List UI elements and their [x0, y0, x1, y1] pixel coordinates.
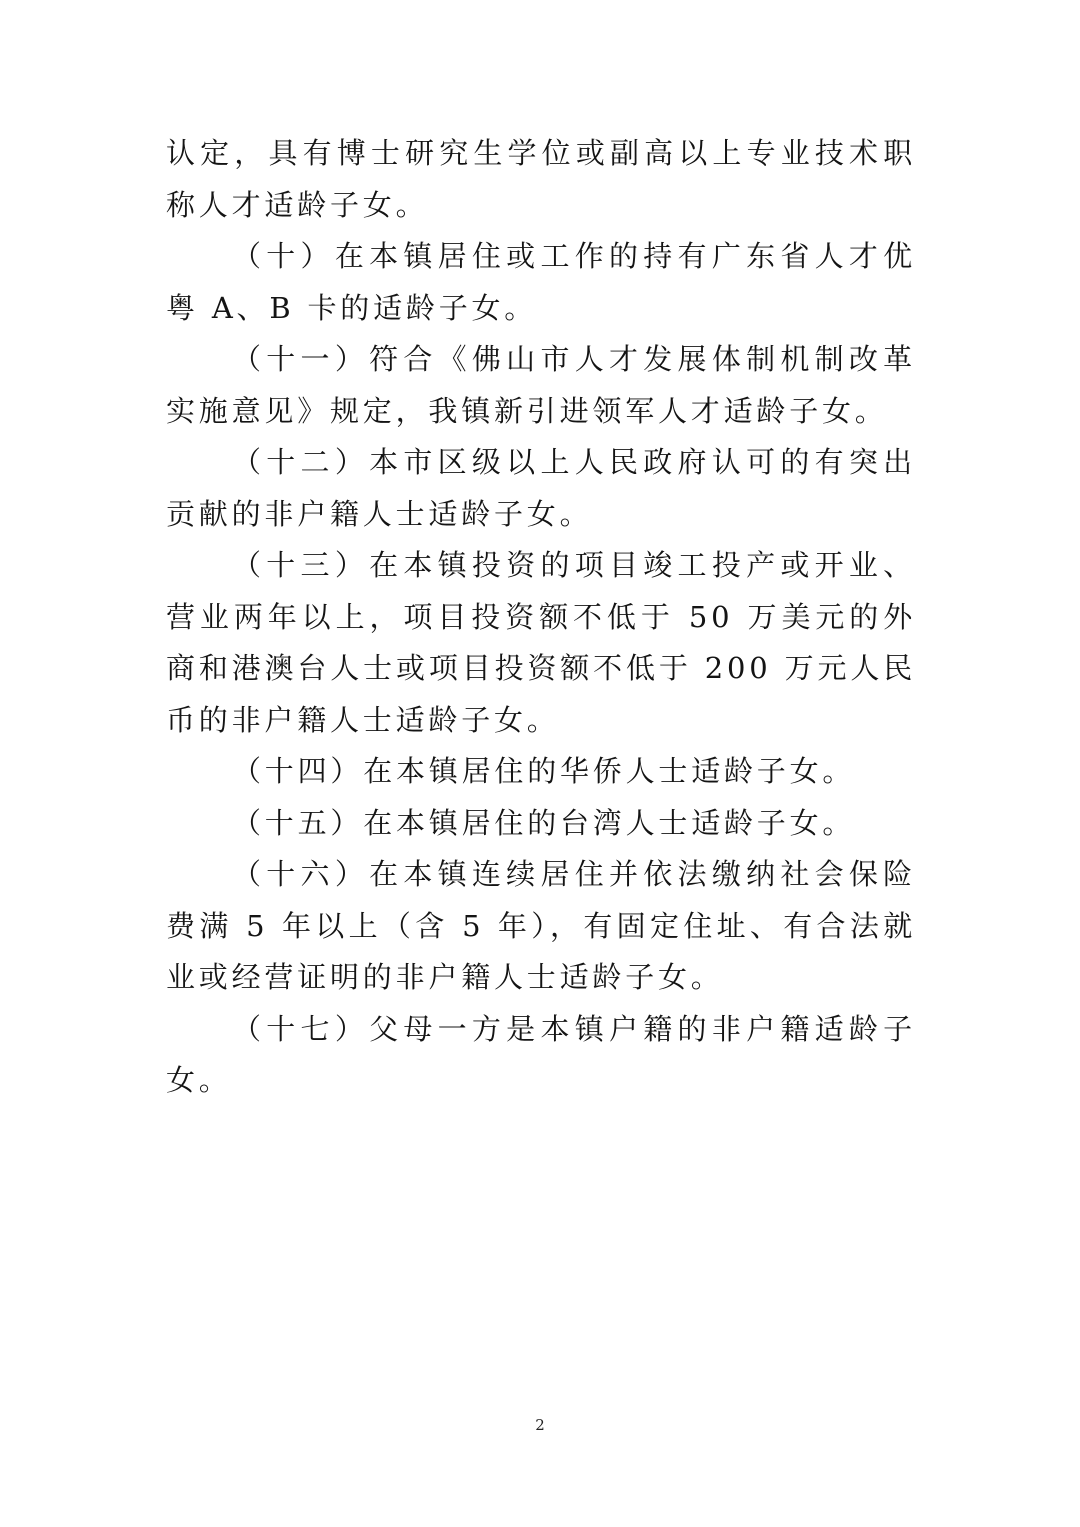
paragraph-item-15: （十五）在本镇居住的台湾人士适龄子女。: [232, 805, 856, 840]
paragraph-item-17: （十七）父母一方是本镇户籍的非户籍适龄子女。: [166, 1011, 916, 1097]
paragraph-item-14: （十四）在本镇居住的华侨人士适龄子女。: [232, 754, 856, 788]
document-body: [166, 128, 916, 1107]
paragraph-item-16: （十六）在本镇连续居住并依法缴纳社会保险费满 5 年以上（含 5 年），有固定住址、有合法就业或经营证明的非户籍人士适龄子女。: [166, 857, 916, 994]
paragraph-item-11: （十一）符合《佛山市人才发展体制机制改革实施意见》规定，我镇新引进领军人才适龄子女。: [166, 342, 916, 428]
page-number: 2: [535, 1416, 545, 1434]
paragraph-item-13: （十三）在本镇投资的项目竣工投产或开业、营业两年以上，项目投资额不低于 50 万美元的外商和港澳台人士或项目投资额不低于 200 万元人民币的非户籍人士适龄子女。: [166, 548, 916, 737]
paragraph-continued: 认定，具有博士研究生学位或副高以上专业技术职称人才适龄子女。: [166, 136, 916, 222]
paragraph-item-10: （十）在本镇居住或工作的持有广东省人才优粤 A、B 卡的适龄子女。: [166, 239, 916, 325]
paragraph-item-12: （十二）本市区级以上人民政府认可的有突出贡献的非户籍人士适龄子女。: [166, 445, 916, 531]
